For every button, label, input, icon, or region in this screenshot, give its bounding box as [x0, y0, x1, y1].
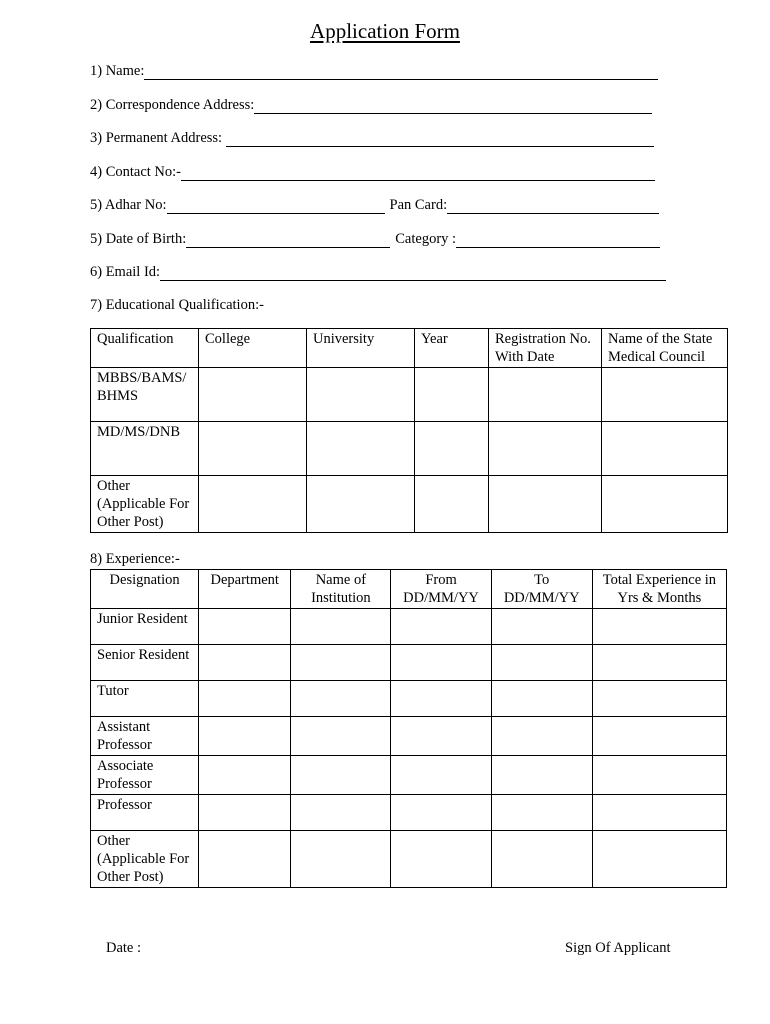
- experience-header-department: Department: [199, 570, 291, 609]
- experience-row-label: Professor: [91, 795, 199, 831]
- experience-header-to: To DD/MM/YY: [491, 570, 592, 609]
- experience-cell[interactable]: [491, 756, 592, 795]
- education-cell[interactable]: [307, 476, 415, 533]
- experience-row-label: Other (Applicable For Other Post): [91, 831, 199, 888]
- experience-row-other: [91, 831, 727, 888]
- experience-cell[interactable]: [199, 756, 291, 795]
- experience-row-label: Associate Professor: [91, 756, 199, 795]
- education-row-label: MBBS/BAMS/ BHMS: [91, 368, 199, 422]
- experience-cell[interactable]: [592, 717, 726, 756]
- education-cell[interactable]: [489, 422, 602, 476]
- experience-heading: [90, 550, 180, 568]
- experience-row-tutor: [91, 681, 727, 717]
- education-row-label: Other (Applicable For Other Post): [91, 476, 199, 533]
- pan-card-input-line[interactable]: [447, 199, 659, 214]
- experience-header-row: [91, 570, 727, 609]
- education-cell[interactable]: [489, 368, 602, 422]
- educational-qualification-label: 7) Educational Qualification:-: [90, 297, 264, 313]
- correspondence-address-label: 2) Correspondence Address:: [90, 97, 255, 113]
- education-row-other: [91, 476, 728, 533]
- email-id-label: 6) Email Id:: [90, 264, 161, 280]
- education-cell[interactable]: [602, 368, 728, 422]
- experience-cell[interactable]: [199, 681, 291, 717]
- experience-row-label: Senior Resident: [91, 645, 199, 681]
- experience-header-total: Total Experience in Yrs & Months: [592, 570, 726, 609]
- date-of-birth-label: 5) Date of Birth:: [90, 231, 187, 247]
- experience-cell[interactable]: [391, 717, 491, 756]
- experience-cell[interactable]: [291, 717, 391, 756]
- education-cell[interactable]: [415, 422, 489, 476]
- category-label: Category :: [395, 231, 457, 247]
- experience-header-designation: Designation: [91, 570, 199, 609]
- experience-cell[interactable]: [199, 831, 291, 888]
- dob-category-field[interactable]: [90, 230, 660, 248]
- education-cell[interactable]: [602, 476, 728, 533]
- education-table: [90, 328, 728, 533]
- experience-table: [90, 569, 727, 888]
- email-id-field[interactable]: [90, 263, 666, 281]
- educational-qualification-heading: [90, 296, 264, 314]
- experience-cell[interactable]: [291, 831, 391, 888]
- education-cell[interactable]: [415, 368, 489, 422]
- experience-cell[interactable]: [592, 831, 726, 888]
- pan-card-label: Pan Card:: [389, 197, 448, 213]
- experience-cell[interactable]: [391, 831, 491, 888]
- education-header-registration: Registration No. With Date: [489, 329, 602, 368]
- form-title: Application Form: [310, 19, 460, 43]
- education-cell[interactable]: [307, 422, 415, 476]
- name-field[interactable]: [90, 62, 658, 80]
- experience-cell[interactable]: [291, 795, 391, 831]
- email-id-input-line[interactable]: [160, 266, 666, 281]
- experience-label: 8) Experience:-: [90, 551, 180, 567]
- education-cell[interactable]: [602, 422, 728, 476]
- experience-row-senior-resident: [91, 645, 727, 681]
- contact-no-input-line[interactable]: [181, 166, 655, 181]
- experience-cell[interactable]: [491, 795, 592, 831]
- category-input-line[interactable]: [456, 233, 660, 248]
- experience-row-label: Tutor: [91, 681, 199, 717]
- experience-cell[interactable]: [199, 645, 291, 681]
- education-header-row: [91, 329, 728, 368]
- experience-cell[interactable]: [291, 681, 391, 717]
- experience-header-institution: Name of Institution: [291, 570, 391, 609]
- education-header-university: University: [307, 329, 415, 368]
- experience-cell[interactable]: [592, 756, 726, 795]
- experience-row-label: Assistant Professor: [91, 717, 199, 756]
- experience-cell[interactable]: [391, 609, 491, 645]
- experience-cell[interactable]: [199, 717, 291, 756]
- education-cell[interactable]: [415, 476, 489, 533]
- experience-cell[interactable]: [391, 795, 491, 831]
- experience-cell[interactable]: [491, 831, 592, 888]
- education-header-year: Year: [415, 329, 489, 368]
- experience-row-associate-professor: [91, 756, 727, 795]
- experience-cell[interactable]: [592, 645, 726, 681]
- experience-cell[interactable]: [491, 645, 592, 681]
- name-label: 1) Name:: [90, 63, 145, 79]
- correspondence-address-input-line[interactable]: [254, 99, 652, 114]
- adhar-no-input-line[interactable]: [167, 199, 385, 214]
- education-row-md: [91, 422, 728, 476]
- experience-row-junior-resident: [91, 609, 727, 645]
- education-cell[interactable]: [199, 476, 307, 533]
- experience-cell[interactable]: [199, 795, 291, 831]
- experience-cell[interactable]: [391, 681, 491, 717]
- experience-cell[interactable]: [592, 795, 726, 831]
- education-row-mbbs: [91, 368, 728, 422]
- experience-cell[interactable]: [391, 645, 491, 681]
- education-header-college: College: [199, 329, 307, 368]
- experience-row-assistant-professor: [91, 717, 727, 756]
- permanent-address-input-line[interactable]: [226, 132, 654, 147]
- experience-header-from: From DD/MM/YY: [391, 570, 491, 609]
- experience-cell[interactable]: [291, 756, 391, 795]
- adhar-no-label: 5) Adhar No:: [90, 197, 167, 213]
- experience-row-professor: [91, 795, 727, 831]
- contact-no-label: 4) Contact No:-: [90, 164, 182, 180]
- permanent-address-field[interactable]: [90, 129, 654, 147]
- permanent-address-label: 3) Permanent Address:: [90, 130, 223, 146]
- experience-row-label: Junior Resident: [91, 609, 199, 645]
- experience-cell[interactable]: [491, 717, 592, 756]
- experience-cell[interactable]: [199, 609, 291, 645]
- signature-label: Sign Of Applicant: [565, 940, 671, 956]
- education-header-medical-council: Name of the State Medical Council: [602, 329, 728, 368]
- experience-cell[interactable]: [391, 756, 491, 795]
- education-row-label: MD/MS/DNB: [91, 422, 199, 476]
- education-cell[interactable]: [489, 476, 602, 533]
- correspondence-address-field[interactable]: [90, 96, 652, 114]
- experience-cell[interactable]: [491, 609, 592, 645]
- education-cell[interactable]: [307, 368, 415, 422]
- experience-cell[interactable]: [291, 645, 391, 681]
- experience-cell[interactable]: [592, 681, 726, 717]
- adhar-pan-field[interactable]: [90, 196, 659, 214]
- contact-no-field[interactable]: [90, 163, 655, 181]
- date-label: Date :: [106, 940, 142, 956]
- date-of-birth-input-line[interactable]: [186, 233, 390, 248]
- experience-cell[interactable]: [592, 609, 726, 645]
- education-header-qualification: Qualification: [91, 329, 199, 368]
- education-cell[interactable]: [199, 368, 307, 422]
- experience-cell[interactable]: [291, 609, 391, 645]
- name-input-line[interactable]: [144, 65, 658, 80]
- experience-cell[interactable]: [491, 681, 592, 717]
- education-cell[interactable]: [199, 422, 307, 476]
